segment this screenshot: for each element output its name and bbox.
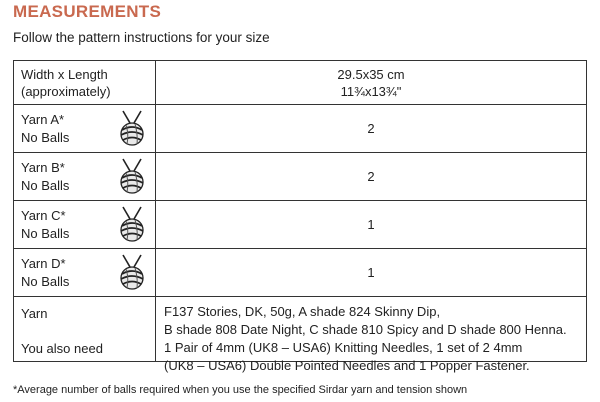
yarn-details-text	[164, 303, 567, 375]
dimensions-label-line1: Width x Length	[21, 67, 108, 82]
details-line-4: (UK8 – USA6) Double Pointed Needles and 1 Popper Fastener.	[164, 358, 530, 373]
yarn-a-label: Yarn A*	[21, 112, 65, 127]
yarn-c-row	[14, 201, 586, 249]
yarn-ball-icon	[115, 205, 149, 243]
dimensions-value-cm: 29.5x35 cm	[337, 67, 405, 82]
yarn-ball-icon	[115, 157, 149, 195]
page-subtitle: Follow the pattern instructions for your size	[13, 30, 270, 45]
dimensions-label-line2: (approximately)	[21, 84, 111, 99]
yarn-d-row	[14, 249, 586, 297]
details-line-2: B shade 808 Date Night, C shade 810 Spicy and D shade 800 Henna.	[164, 322, 567, 337]
yarn-ball-icon	[115, 109, 149, 147]
yarn-a-balls: 2	[367, 121, 375, 136]
measurements-table	[13, 60, 587, 373]
yarn-b-sub: No Balls	[21, 178, 70, 193]
yarn-b-balls: 2	[367, 169, 375, 184]
yarn-d-sub: No Balls	[21, 274, 70, 289]
yarn-a-sub: No Balls	[21, 130, 70, 145]
yarn-a-row	[14, 105, 586, 153]
dimensions-value-in: 11¾x13¾"	[340, 84, 402, 99]
yarn-c-sub: No Balls	[21, 226, 70, 241]
yarn-ball-icon	[115, 253, 149, 291]
yarn-b-label: Yarn B*	[21, 160, 65, 175]
yarn-c-label: Yarn C*	[21, 208, 66, 223]
details-line-1: F137 Stories, DK, 50g, A shade 824 Skinny Dip,	[164, 304, 441, 319]
also-need-label: You also need	[21, 341, 103, 356]
dimensions-row	[14, 61, 586, 105]
details-line-3: 1 Pair of 4mm (UK8 – USA6) Knitting Needles, 1 set of 2 4mm	[164, 340, 523, 355]
yarn-label: Yarn	[21, 306, 48, 321]
yarn-b-row	[14, 153, 586, 201]
yarn-d-label: Yarn D*	[21, 256, 66, 271]
yarn-c-balls: 1	[367, 217, 375, 232]
page-title: MEASUREMENTS	[13, 2, 162, 21]
yarn-d-balls: 1	[367, 265, 375, 280]
yarn-details-row	[14, 297, 586, 373]
footnote: *Average number of balls required when you use the specified Sirdar yarn and tension shown	[13, 384, 468, 396]
